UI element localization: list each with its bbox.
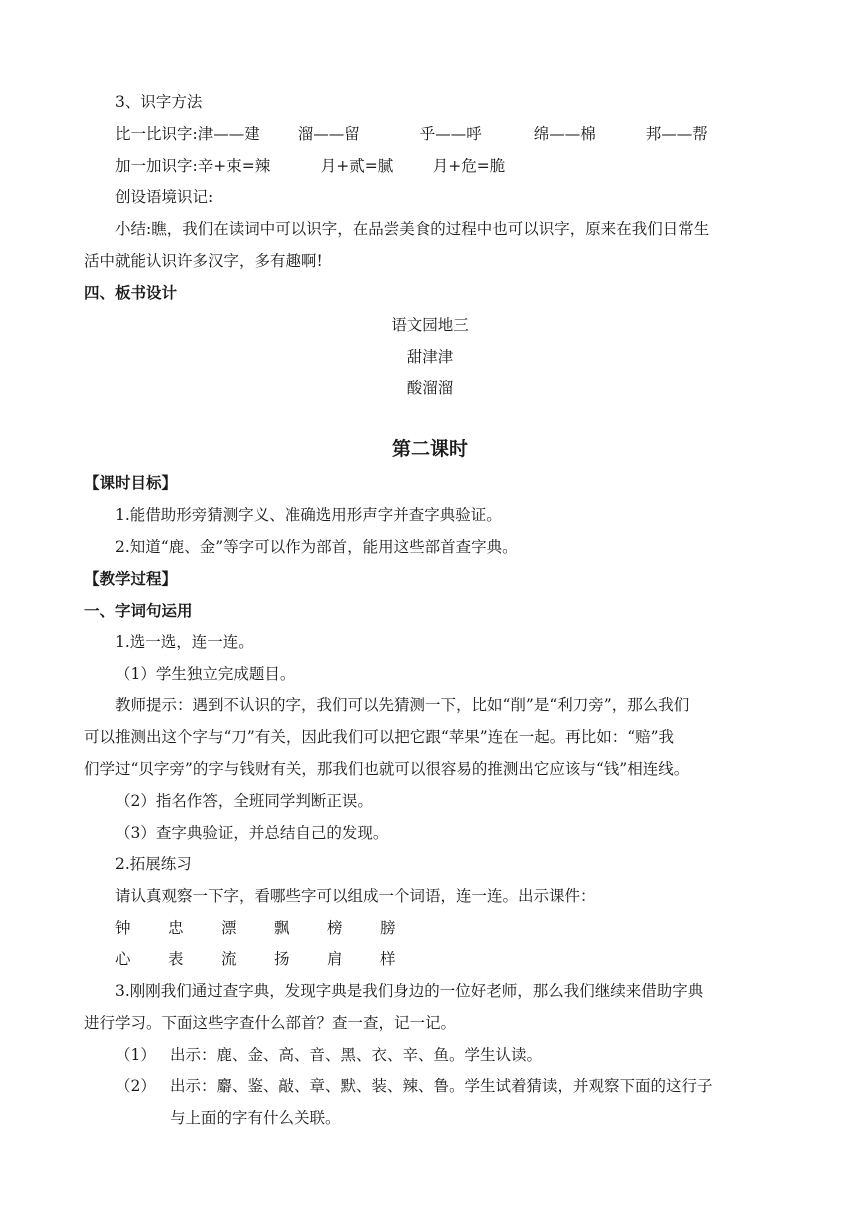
goal-item: 2.知道“鹿、金”等字可以作为部首，能用这些部首查字典。 <box>115 538 518 556</box>
summary-line: 小结:瞧，我们在读词中可以识字，在品尝美食的过程中也可以识字，原来在我们日常生 <box>115 220 710 238</box>
summary-line: 活中就能认识许多汉字，多有趣啊! <box>84 252 323 270</box>
char-cell: 飘 <box>274 919 290 937</box>
tip-line: 们学过“贝字旁”的字与钱财有关，那我们也就可以很容易的推测出它应该与“钱”相连线。 <box>84 760 690 778</box>
add-line <box>115 155 815 177</box>
compare-item: 邦——帮 <box>645 125 708 143</box>
char-cell: 心 <box>115 950 131 968</box>
lesson-title: 第二课时 <box>391 438 468 460</box>
goals-heading: 【课时目标】 <box>84 474 178 492</box>
step-subitem: （2）指名作答，全班同学判断正误。 <box>115 792 373 810</box>
compare-item: 溜——留 <box>297 125 360 143</box>
sub-item-text: 出示：鹿、金、高、音、黑、衣、辛、鱼。学生认读。 <box>170 1046 543 1064</box>
process-heading: 【教学过程】 <box>84 570 178 588</box>
char-cell: 膀 <box>380 919 396 937</box>
board-heading: 四、板书设计 <box>84 284 178 302</box>
sub-item-text: 与上面的字有什么关联。 <box>170 1109 341 1127</box>
compare-item: 乎——呼 <box>419 125 482 143</box>
char-cell: 漂 <box>221 919 237 937</box>
char-cell: 钟 <box>115 919 131 937</box>
char-row <box>115 917 815 939</box>
char-cell: 忠 <box>168 919 184 937</box>
board-line: 甜津津 <box>406 348 454 366</box>
sub-item-text: 出示：麝、鉴、敲、章、默、装、辣、鲁。学生试着猜读，并观察下面的这行子 <box>170 1077 713 1095</box>
sub-item-number: （1） <box>115 1046 156 1064</box>
tip-line: 教师提示：遇到不认识的字，我们可以先猜测一下，比如“削”是“利刀旁”，那么我们 <box>115 696 690 714</box>
add-item: 辛+束=辣 <box>197 157 271 175</box>
part-heading: 一、字词句运用 <box>84 602 193 620</box>
add-label: 加一加识字: <box>115 157 198 175</box>
context-line: 创设语境识记: <box>115 188 214 206</box>
section-heading: 3、识字方法 <box>115 93 203 111</box>
step-item: 1.选一选，连一连。 <box>115 633 254 651</box>
compare-line <box>115 123 815 145</box>
char-row <box>115 948 815 970</box>
board-line: 酸溜溜 <box>406 379 454 397</box>
compare-label: 比一比识字: <box>115 125 198 143</box>
add-item: 月+危=脆 <box>432 157 506 175</box>
step-item: 进行学习。下面这些字查什么部首？查一查，记一记。 <box>84 1014 457 1032</box>
step-subitem: （1）学生独立完成题目。 <box>115 665 296 683</box>
step-item: 3.刚刚我们通过查字典，发现字典是我们身边的一位好老师，那么我们继续来借助字典 <box>115 982 704 1000</box>
compare-item: 绵——棉 <box>533 125 596 143</box>
sub-item-number: （2） <box>115 1077 156 1095</box>
step-subitem: （3）查字典验证，并总结自己的发现。 <box>115 824 389 842</box>
compare-item: 津——建 <box>197 125 260 143</box>
board-line: 语文园地三 <box>391 316 469 334</box>
char-cell: 样 <box>380 950 396 968</box>
goal-item: 1.能借助形旁猜测字义、准确选用形声字并查字典验证。 <box>115 506 502 524</box>
step-item: 2.拓展练习 <box>115 855 192 873</box>
char-cell: 扬 <box>274 950 290 968</box>
char-cell: 表 <box>168 950 184 968</box>
char-cell: 流 <box>221 950 237 968</box>
char-cell: 榜 <box>327 919 343 937</box>
step-desc: 请认真观察一下字，看哪些字可以组成一个词语，连一连。出示课件： <box>115 887 596 905</box>
tip-line: 可以推测出这个字与“刀”有关，因此我们可以把它跟“苹果”连在一起。再比如：“赔”我 <box>84 728 675 746</box>
add-item: 月+贰=腻 <box>320 157 394 175</box>
char-cell: 肩 <box>327 950 343 968</box>
